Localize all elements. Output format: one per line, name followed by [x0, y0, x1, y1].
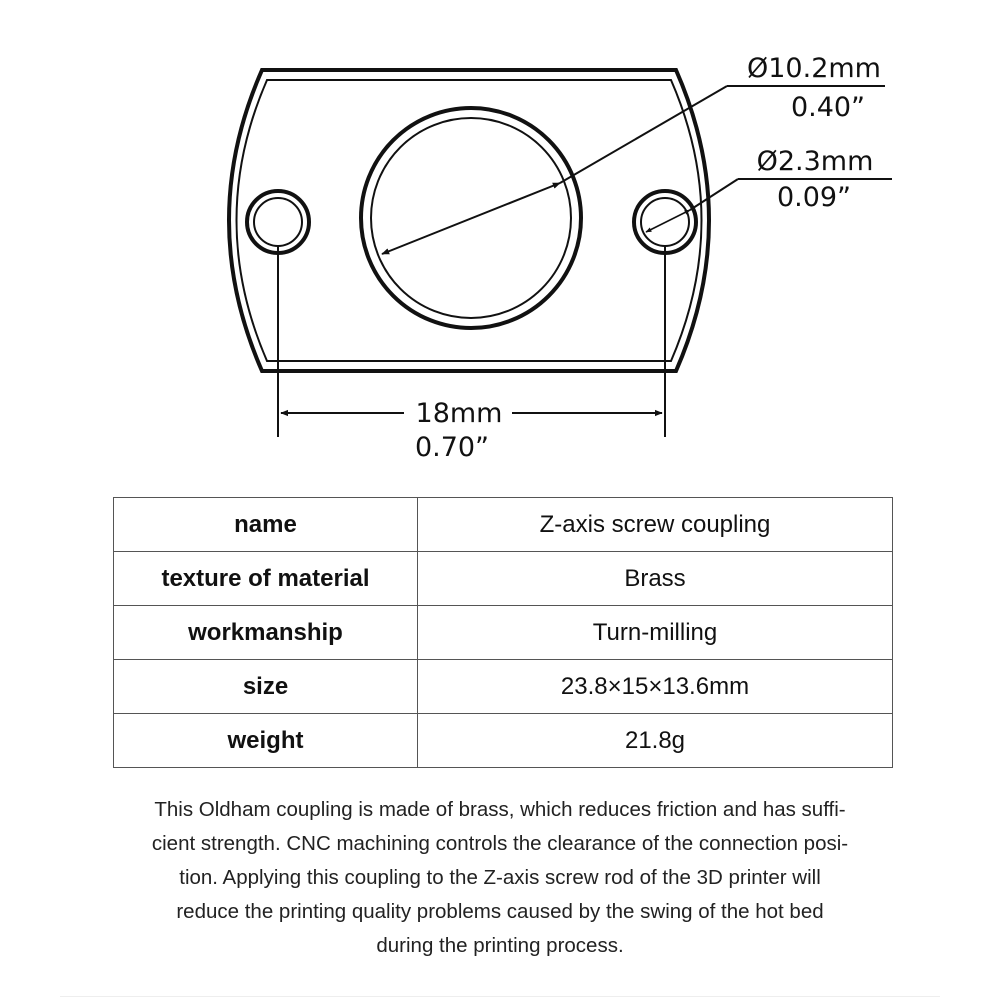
- spec-table: [113, 497, 893, 768]
- table-row: [114, 552, 893, 606]
- spec-value: Z-axis screw coupling: [418, 498, 893, 552]
- description-line: This Oldham coupling is made of brass, which reduces friction and has suffi-: [154, 798, 846, 821]
- hole-diameter-imperial: 0.09”: [776, 182, 852, 213]
- spec-value: 23.8×15×13.6mm: [418, 660, 893, 714]
- table-row: [114, 714, 893, 768]
- spec-label: texture of material: [114, 552, 418, 606]
- left-hole-outer: [247, 191, 309, 253]
- bore-diameter-arrow: [382, 183, 560, 254]
- coupling-technical-drawing: [0, 0, 1001, 470]
- spec-label: workmanship: [114, 606, 418, 660]
- bottom-divider: [60, 996, 940, 997]
- spec-value: Turn-milling: [418, 606, 893, 660]
- bore-diameter-imperial: 0.40”: [790, 92, 866, 123]
- left-hole-inner: [254, 198, 302, 246]
- table-row: [114, 606, 893, 660]
- spacing-imperial: 0.70”: [414, 432, 490, 463]
- description-line: tion. Applying this coupling to the Z-axis screw rod of the 3D printer will: [179, 866, 821, 889]
- spec-value: Brass: [418, 552, 893, 606]
- description-line: during the printing process.: [376, 934, 624, 957]
- table-row: [114, 660, 893, 714]
- hole-diameter-leader: [690, 179, 738, 210]
- spec-label: size: [114, 660, 418, 714]
- table-row: [114, 498, 893, 552]
- hole-diameter-metric: Ø2.3mm: [756, 146, 874, 177]
- product-description: [100, 793, 900, 963]
- spec-value: 21.8g: [418, 714, 893, 768]
- bore-diameter-metric: Ø10.2mm: [747, 53, 881, 84]
- spec-label: name: [114, 498, 418, 552]
- bore-diameter-leader: [560, 86, 727, 183]
- description-line: cient strength. CNC machining controls the clearance of the connection posi-: [151, 832, 849, 855]
- description-line: reduce the printing quality problems caused by the swing of the hot bed: [176, 900, 824, 923]
- spec-label: weight: [114, 714, 418, 768]
- hole-diameter-arrow: [646, 210, 690, 232]
- spacing-metric: 18mm: [415, 398, 503, 429]
